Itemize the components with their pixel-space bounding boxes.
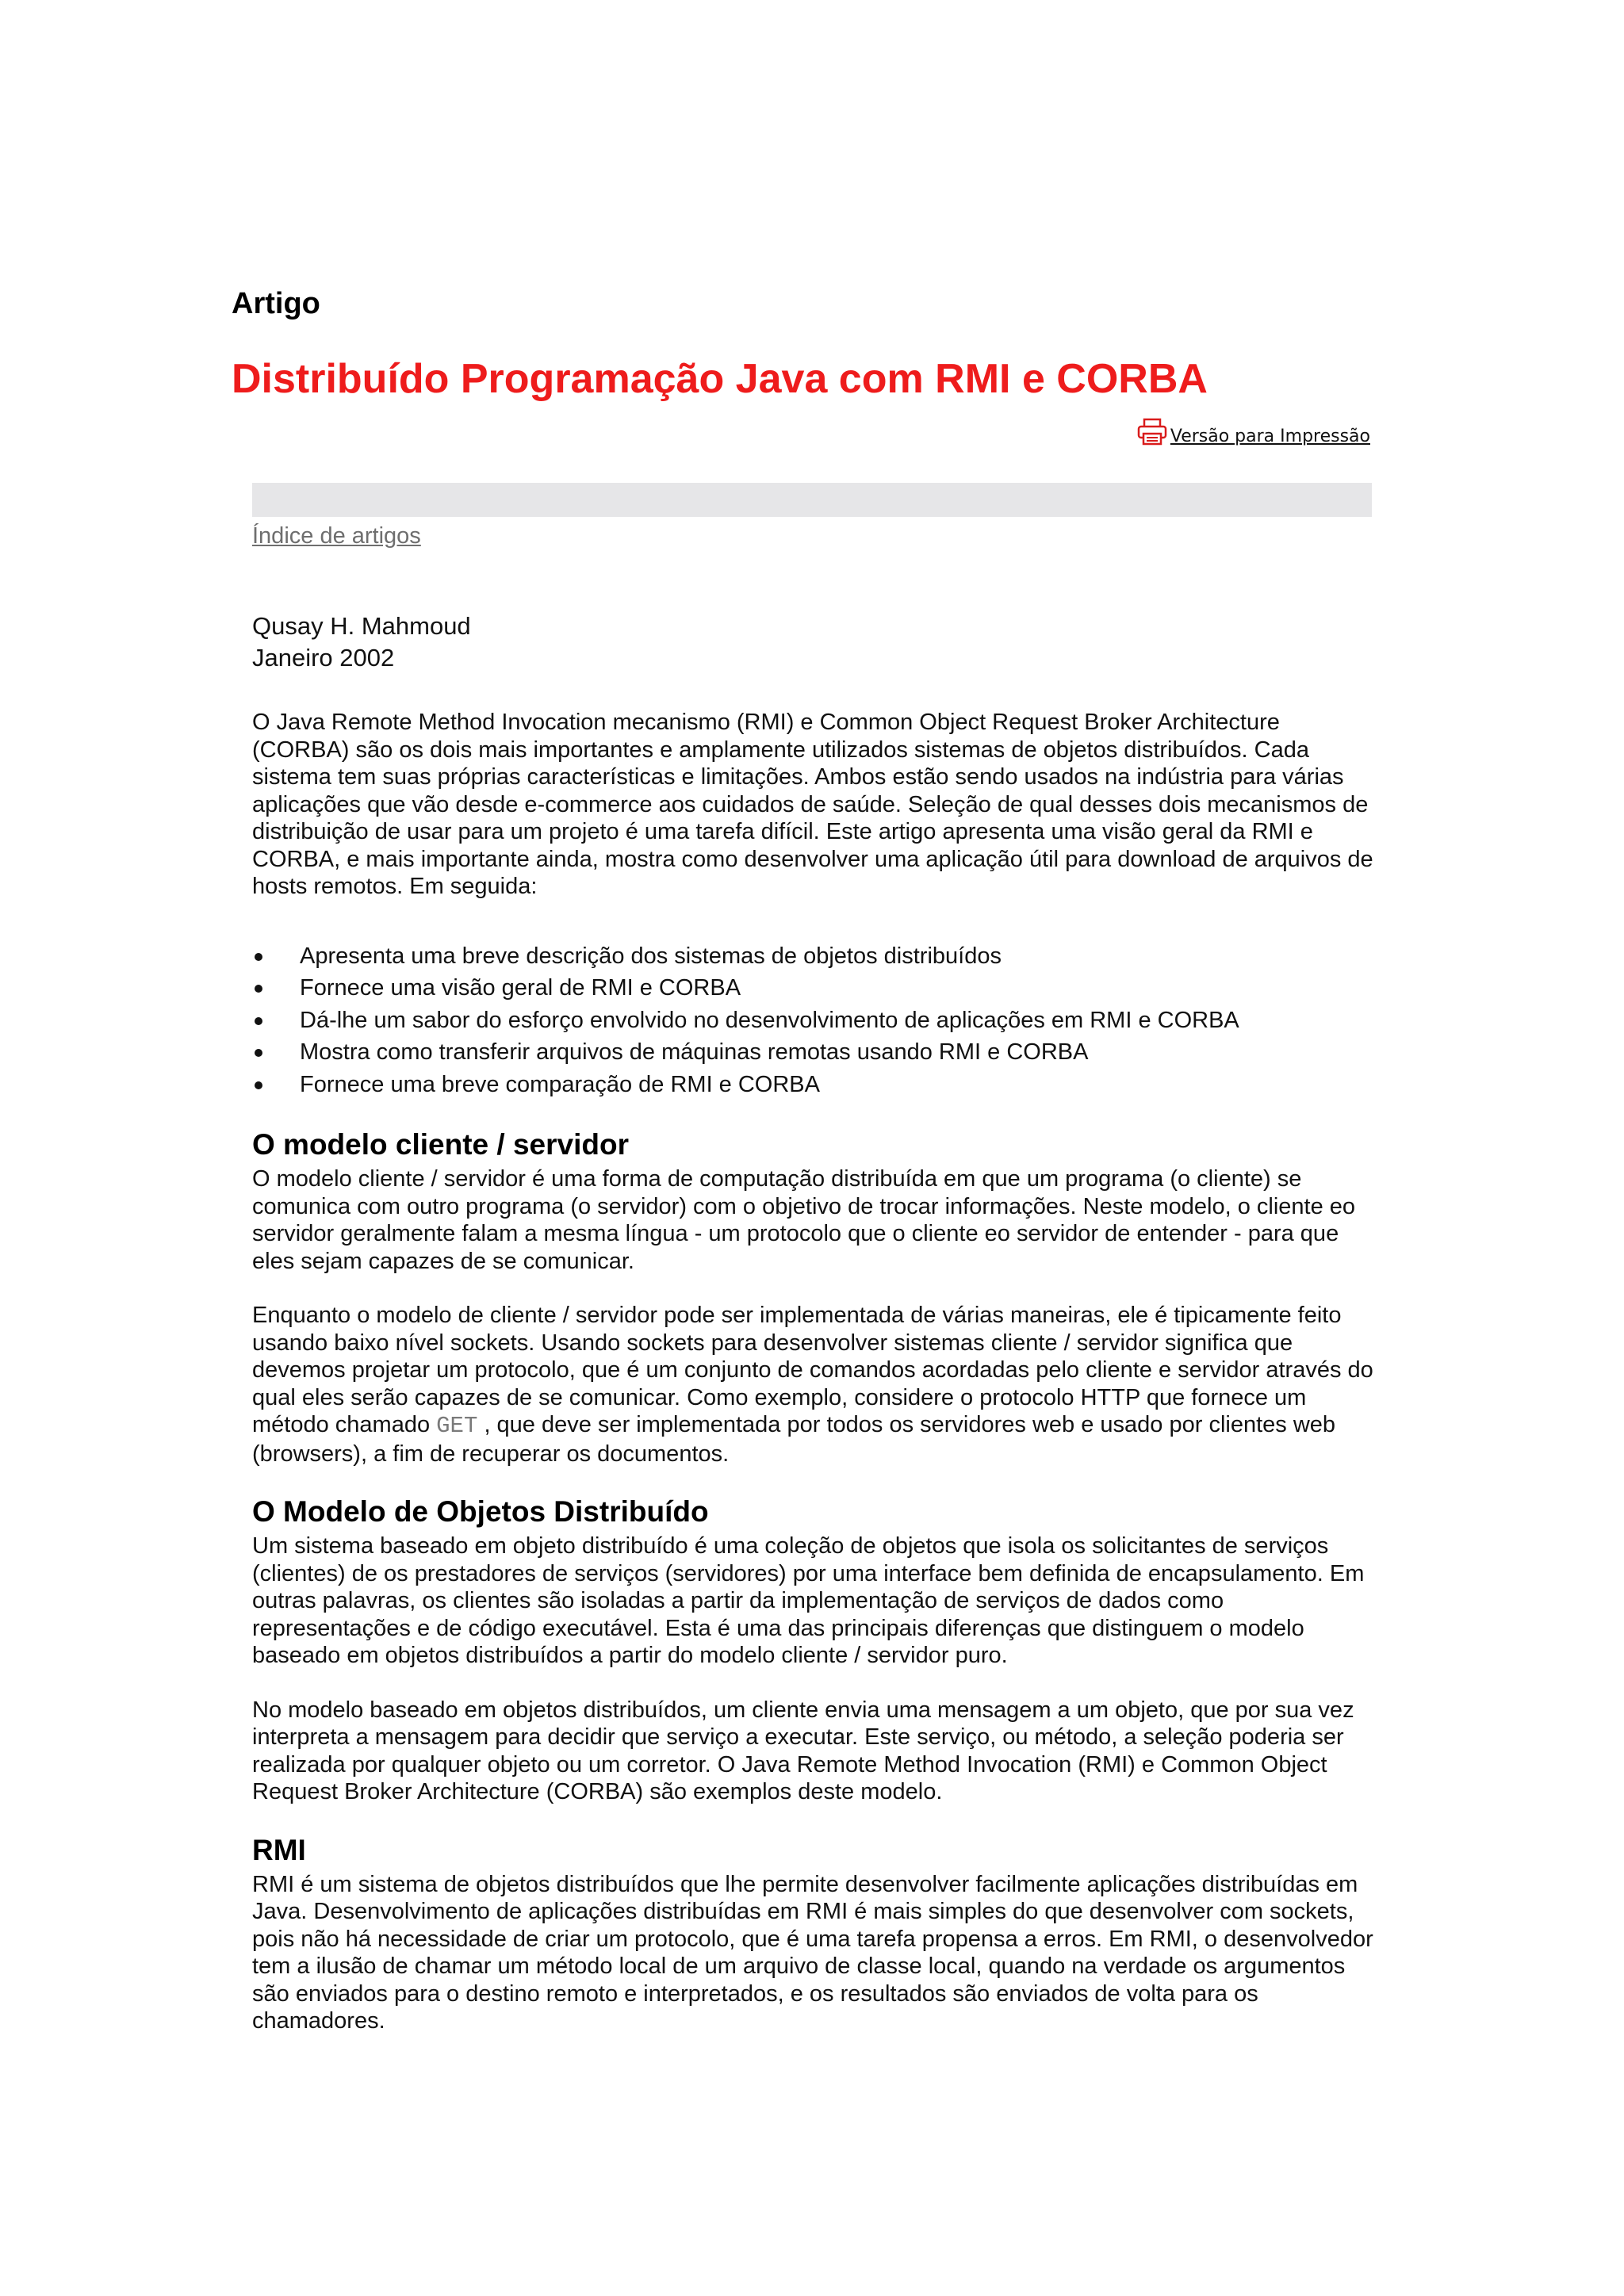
list-item: Dá-lhe um sabor do esforço envolvido no desenvolvimento de aplicações em RMI e CORBA bbox=[252, 1004, 1380, 1037]
list-item: Fornece uma visão geral de RMI e CORBA bbox=[252, 972, 1380, 1004]
publish-date: Janeiro 2002 bbox=[252, 644, 395, 672]
article-kicker: Artigo bbox=[232, 287, 320, 320]
rmi-paragraph-1: RMI é um sistema de objetos distribuídos que lhe permite desenvolver facilmente aplicações distribuídas em Java. Desenvolvimento de aplicações distribuídas em RMI é mais simples do que desenvolver com sockets, pois não há necessidade de criar um protocolo, que é uma tarefa propensa a erros. Em RMI, o desenvolvedor tem a ilusão de chamar um método local de um arquivo de classe local, quando na verdade os argumentos são enviados para o destino remoto e interpretados, e os resultados são enviados de volta para os chamadores. bbox=[252, 1871, 1373, 2034]
print-version-label[interactable]: Versão para Impressão bbox=[1170, 427, 1370, 446]
paragraph-text: , que deve ser implementada por todos os servidores web e usado por clientes web (browsers), a fim de recuperar os documentos. bbox=[252, 1412, 1336, 1467]
printer-icon bbox=[1137, 418, 1167, 446]
client-server-paragraph-2 bbox=[252, 1302, 1380, 1468]
header-divider-bar bbox=[252, 483, 1372, 517]
article-title: Distribuído Programação Java com RMI e CORBA bbox=[232, 356, 1208, 402]
author-name: Qusay H. Mahmoud bbox=[252, 612, 471, 640]
section-heading-rmi: RMI bbox=[252, 1833, 306, 1866]
list-item: Apresenta uma breve descrição dos sistemas de objetos distribuídos bbox=[252, 940, 1380, 973]
intro-paragraph: O Java Remote Method Invocation mecanismo (RMI) e Common Object Request Broker Architecture (CORBA) são os dois mais importantes e amplamente utilizados sistemas de objetos distribuídos. Cada sistema tem suas próprias características e limitações. Ambos estão sendo usados na indústria para várias aplicações que vão desde e-commerce aos cuidados de saúde. Seleção de qual desses dois mecanismos de distribuição de usar para um projeto é uma tarefa difícil. Este artigo apresenta uma visão geral da RMI e CORBA, e mais importante ainda, mostra como desenvolver uma aplicação útil para download de arquivos de hosts remotos. Em seguida: bbox=[252, 710, 1373, 899]
list-item: Fornece uma breve comparação de RMI e CORBA bbox=[252, 1069, 1380, 1101]
distributed-objects-paragraph-1: Um sistema baseado em objeto distribuído é uma coleção de objetos que isola os solicitantes de serviços (clientes) de os prestadores de serviços (servidores) por uma interface bem definida de encapsulamento. Em outras palavras, os clientes são isoladas a partir da implementação de serviços de dados como representações e de código executável. Esta é uma das principais diferenças que distinguem o modelo baseado em objetos distribuídos a partir do modelo cliente / servidor puro. bbox=[252, 1533, 1365, 1668]
code-get: GET bbox=[436, 1413, 478, 1439]
article-body bbox=[252, 610, 1380, 2035]
byline bbox=[252, 610, 1380, 674]
article-index-link[interactable]: Índice de artigos bbox=[252, 523, 421, 549]
section-heading-distributed-objects: O Modelo de Objetos Distribuído bbox=[252, 1495, 709, 1528]
print-version-link[interactable] bbox=[1137, 418, 1370, 446]
section-heading-client-server: O modelo cliente / servidor bbox=[252, 1128, 629, 1161]
summary-list bbox=[252, 940, 1380, 1101]
client-server-paragraph-1: O modelo cliente / servidor é uma forma de computação distribuída em que um programa (o cliente) se comunica com outro programa (o servidor) com o objetivo de trocar informações. Neste modelo, o cliente eo servidor geralmente falam a mesma língua - um protocolo que o cliente eo servidor de entender - para que eles sejam capazes de se comunicar. bbox=[252, 1166, 1356, 1274]
paragraph-text: Enquanto o modelo de cliente / servidor pode ser implementada de várias maneiras, ele é tipicamente feito usando baixo nível sockets. Usando sockets para desenvolver sistemas cliente / servidor significa que devemos projetar um protocolo, que é um conjunto de comandos acordadas pelo cliente e servidor através do qual eles serão capazes de se comunicar. Como exemplo, considere o protocolo HTTP que fornece um método chamado bbox=[252, 1303, 1373, 1437]
distributed-objects-paragraph-2: No modelo baseado em objetos distribuídos, um cliente envia uma mensagem a um objeto, que por sua vez interpreta a mensagem para decidir que serviço a executar. Este serviço, ou método, a seleção poderia ser realizada por qualquer objeto ou um corretor. O Java Remote Method Invocation (RMI) e Common Object Request Broker Architecture (CORBA) são exemplos deste modelo. bbox=[252, 1697, 1354, 1804]
list-item: Mostra como transferir arquivos de máquinas remotas usando RMI e CORBA bbox=[252, 1036, 1380, 1069]
